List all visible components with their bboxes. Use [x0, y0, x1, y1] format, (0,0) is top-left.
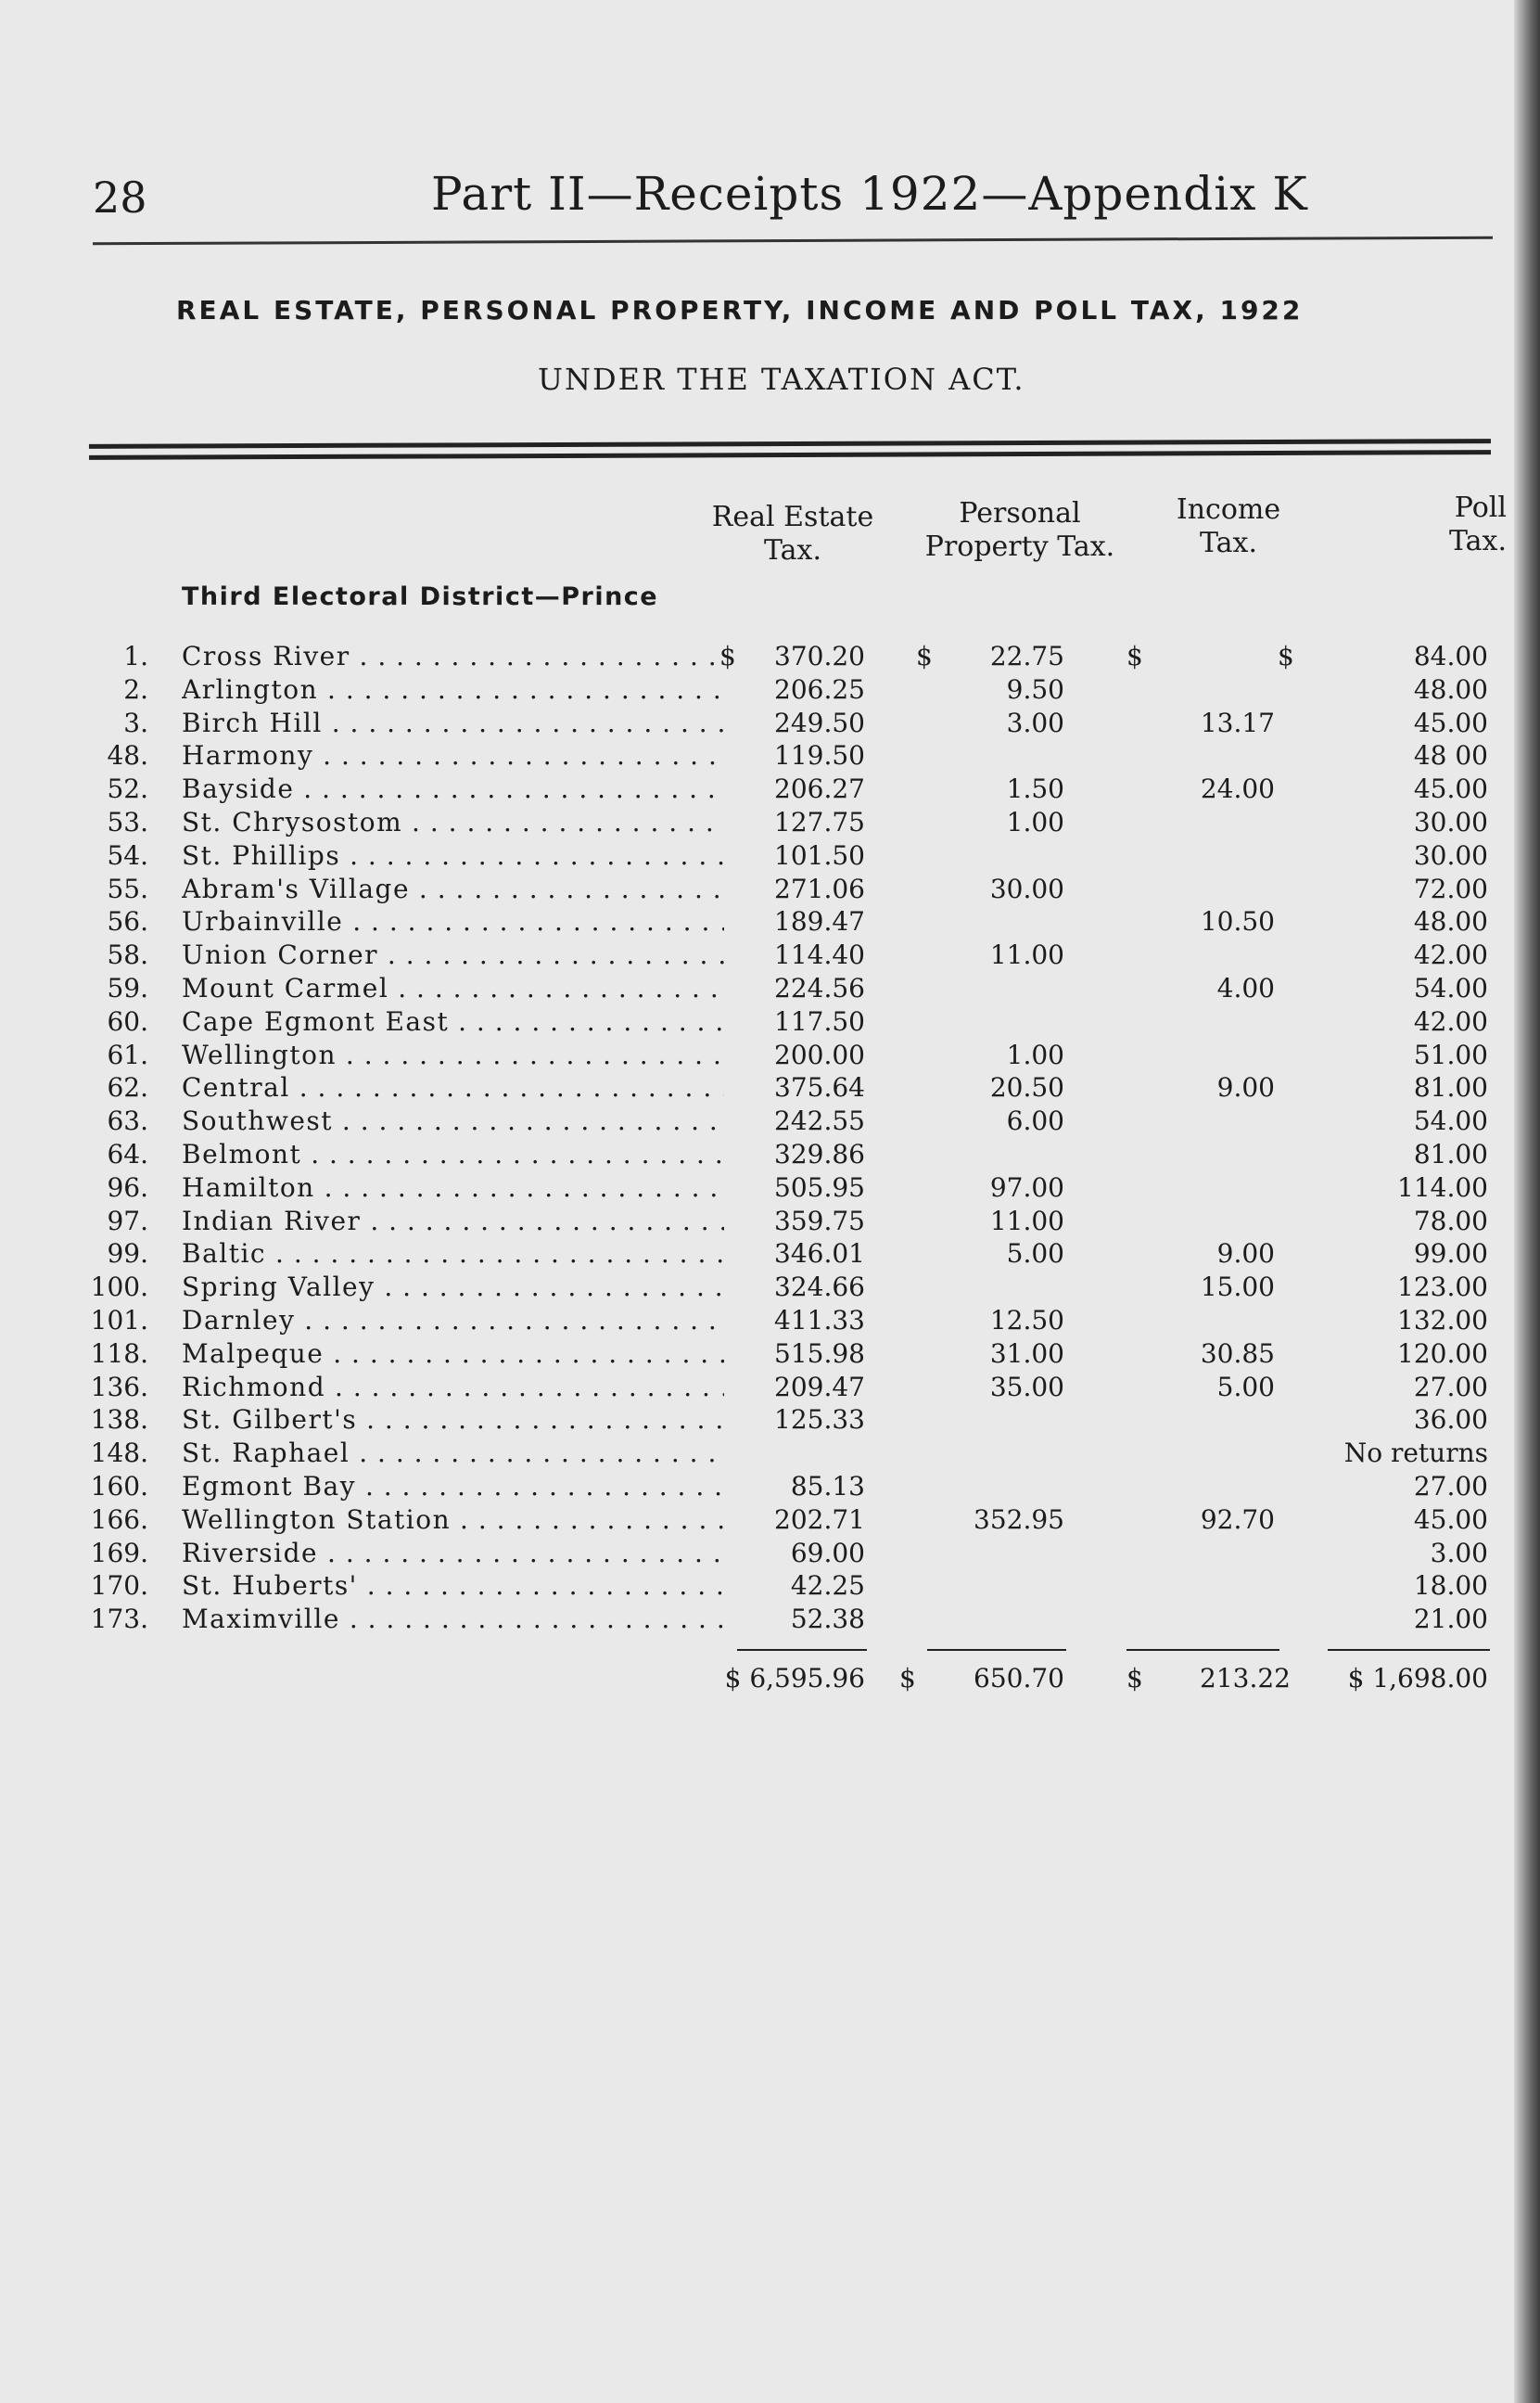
total-income: 213.22: [1200, 1663, 1291, 1694]
poll-tax: 48 00: [1413, 740, 1488, 772]
table-row: [0, 1371, 1540, 1404]
running-head: Part II—Receipts 1922—Appendix K: [431, 167, 1308, 221]
table-row: [0, 1437, 1540, 1470]
row-number: 63.: [107, 1106, 148, 1137]
personal-property-tax: 97.00: [989, 1171, 1064, 1203]
locality-name: Malpeque . . .: [182, 1337, 724, 1371]
row-number: 169.: [90, 1537, 148, 1568]
poll-tax: No returns: [1343, 1438, 1488, 1469]
locality-name: Hamilton . . .: [182, 1171, 724, 1205]
row-number: 54.: [107, 839, 148, 871]
locality-name: Cross River . . .: [182, 640, 724, 673]
real-estate-tax: 242.55: [774, 1106, 865, 1137]
poll-tax: 48.00: [1413, 906, 1488, 938]
row-number: 3.: [123, 707, 148, 738]
poll-tax: 27.00: [1413, 1371, 1488, 1402]
income-tax: 15.00: [1200, 1272, 1275, 1303]
poll-tax: 21.00: [1413, 1604, 1488, 1635]
poll-tax: 48.00: [1413, 673, 1488, 705]
poll-tax: 120.00: [1397, 1337, 1488, 1369]
district-heading: Third Electoral District—Prince: [182, 582, 659, 611]
locality-name: St. Phillips . . .: [182, 839, 724, 873]
row-number: 64.: [107, 1139, 148, 1170]
row-number: 62.: [107, 1072, 148, 1104]
table-row: [0, 1039, 1540, 1072]
row-number: 56.: [107, 906, 148, 938]
row-number: 97.: [107, 1205, 148, 1236]
real-estate-tax: 52.38: [790, 1604, 865, 1635]
real-estate-tax: 206.27: [774, 773, 865, 805]
real-estate-tax: 202.71: [774, 1503, 865, 1535]
total-personal-dollar: $: [899, 1663, 916, 1694]
locality-name: Darnley . . .: [182, 1304, 724, 1337]
poll-tax: 54.00: [1413, 973, 1488, 1003]
income-tax: 5.00: [1216, 1371, 1275, 1402]
personal-property-tax: 352.95: [974, 1503, 1064, 1535]
real-estate-dollar-sign: $: [719, 641, 736, 671]
total-personal: 650.70: [974, 1663, 1064, 1694]
poll-tax: 42.00: [1413, 1005, 1488, 1037]
table-row: [0, 1470, 1540, 1503]
table-row: [0, 739, 1540, 773]
locality-name: Urbainville . . .: [182, 905, 724, 939]
real-estate-tax: 42.25: [790, 1570, 865, 1602]
col-head-real-estate: Real Estate Tax.: [711, 501, 874, 567]
income-tax: 4.00: [1216, 973, 1275, 1003]
row-number: 170.: [90, 1570, 148, 1602]
real-estate-tax: 346.01: [774, 1238, 865, 1270]
personal-property-tax: 6.00: [1006, 1106, 1064, 1137]
table-row: [0, 1537, 1540, 1570]
row-number: 173.: [90, 1604, 148, 1635]
total-rule-poll: [1328, 1649, 1490, 1651]
row-number: 61.: [107, 1039, 148, 1070]
table-row: [0, 1237, 1540, 1271]
locality-name: Egmont Bay . . .: [182, 1470, 724, 1503]
table-row: [0, 673, 1540, 707]
table-row: [0, 806, 1540, 839]
locality-name: St. Chrysostom . . .: [182, 806, 724, 839]
poll-tax: 81.00: [1413, 1072, 1488, 1104]
double-rule: [89, 439, 1491, 460]
poll-dollar-sign: $: [1278, 641, 1294, 671]
poll-tax: 30.00: [1413, 839, 1488, 871]
row-number: 138.: [90, 1404, 148, 1436]
row-number: 96.: [107, 1171, 148, 1203]
table-row: [0, 1569, 1540, 1603]
poll-tax: 123.00: [1397, 1272, 1488, 1303]
row-number: 58.: [107, 939, 148, 971]
table-title: REAL ESTATE, PERSONAL PROPERTY, INCOME AND POLL TAX, 1922: [176, 295, 1304, 326]
locality-name: St. Gilbert's . . .: [182, 1403, 724, 1437]
poll-tax: 72.00: [1413, 873, 1488, 904]
table-row: [0, 839, 1540, 873]
poll-tax: 84.00: [1413, 641, 1488, 671]
real-estate-tax: 85.13: [790, 1471, 865, 1502]
table-row: [0, 939, 1540, 972]
locality-name: Maximville . . .: [182, 1603, 724, 1636]
row-number: 52.: [107, 773, 148, 805]
locality-name: Central . . .: [182, 1071, 724, 1105]
row-number: 55.: [107, 873, 148, 904]
poll-tax: 27.00: [1413, 1471, 1488, 1502]
row-number: 160.: [90, 1471, 148, 1502]
locality-name: Southwest . . .: [182, 1105, 724, 1138]
real-estate-tax: 200.00: [774, 1039, 865, 1070]
real-estate-tax: 69.00: [790, 1537, 865, 1568]
real-estate-tax: 359.75: [774, 1205, 865, 1236]
locality-name: Mount Carmel . . .: [182, 972, 724, 1005]
poll-tax: 30.00: [1413, 807, 1488, 837]
personal-property-tax: 22.75: [989, 641, 1064, 671]
real-estate-tax: 375.64: [774, 1072, 865, 1104]
row-number: 166.: [90, 1503, 148, 1535]
header-rule: [93, 236, 1493, 246]
poll-tax: 81.00: [1413, 1139, 1488, 1170]
real-estate-tax: 329.86: [774, 1139, 865, 1170]
row-number: 101.: [90, 1305, 148, 1336]
real-estate-tax: 209.47: [774, 1371, 865, 1402]
table-row: [0, 1337, 1540, 1371]
real-estate-tax: 119.50: [774, 740, 865, 772]
real-estate-tax: 189.47: [774, 906, 865, 938]
locality-name: Baltic . . .: [182, 1237, 724, 1271]
income-tax: 30.85: [1200, 1337, 1275, 1369]
real-estate-tax: 324.66: [774, 1272, 865, 1303]
table-row: [0, 1205, 1540, 1238]
row-number: 60.: [107, 1005, 148, 1037]
locality-name: Wellington . . .: [182, 1039, 724, 1072]
locality-name: St. Huberts' . . .: [182, 1569, 724, 1603]
total-rule-real: [737, 1649, 867, 1651]
table-row: [0, 1503, 1540, 1537]
row-number: 53.: [107, 807, 148, 837]
real-estate-tax: 271.06: [774, 873, 865, 904]
table-row: [0, 905, 1540, 939]
personal-property-tax: 5.00: [1006, 1238, 1064, 1270]
table-row: [0, 1005, 1540, 1039]
table-row: [0, 873, 1540, 906]
table-subtitle: UNDER THE TAXATION ACT.: [538, 362, 1025, 397]
personal-property-tax: 1.00: [1006, 1039, 1064, 1070]
poll-tax: 114.00: [1397, 1171, 1488, 1203]
total-poll: $ 1,698.00: [1347, 1663, 1488, 1694]
col-head-personal-property: Personal Property Tax.: [924, 497, 1115, 563]
row-number: 1.: [123, 641, 148, 671]
poll-tax: 3.00: [1430, 1537, 1488, 1568]
table-row: [0, 972, 1540, 1005]
poll-tax: 99.00: [1413, 1238, 1488, 1270]
poll-tax: 78.00: [1413, 1205, 1488, 1236]
poll-tax: 54.00: [1413, 1106, 1488, 1137]
poll-tax: 45.00: [1413, 1503, 1488, 1535]
real-estate-tax: 206.25: [774, 673, 865, 705]
row-number: 48.: [107, 740, 148, 772]
real-estate-tax: 224.56: [774, 973, 865, 1003]
real-estate-tax: 249.50: [774, 707, 865, 738]
locality-name: Cape Egmont East . . .: [182, 1005, 724, 1039]
poll-tax: 42.00: [1413, 939, 1488, 971]
personal-dollar-sign: $: [916, 641, 933, 671]
real-estate-tax: 127.75: [774, 807, 865, 837]
poll-tax: 45.00: [1413, 773, 1488, 805]
income-tax: 24.00: [1200, 773, 1275, 805]
real-estate-tax: 117.50: [774, 1005, 865, 1037]
total-income-dollar: $: [1126, 1663, 1143, 1694]
personal-property-tax: 12.50: [989, 1305, 1064, 1336]
row-number: 59.: [107, 973, 148, 1003]
row-number: 100.: [90, 1272, 148, 1303]
personal-property-tax: 1.00: [1006, 807, 1064, 837]
personal-property-tax: 35.00: [989, 1371, 1064, 1402]
locality-name: Richmond . . .: [182, 1371, 724, 1404]
locality-name: Belmont . . .: [182, 1138, 724, 1171]
table-row: [0, 1603, 1540, 1636]
table-row: [0, 1071, 1540, 1105]
table-row: [0, 1403, 1540, 1437]
personal-property-tax: 3.00: [1006, 707, 1064, 738]
poll-tax: 18.00: [1413, 1570, 1488, 1602]
income-dollar-sign: $: [1126, 641, 1143, 671]
personal-property-tax: 11.00: [989, 1205, 1064, 1236]
real-estate-tax: 114.40: [774, 939, 865, 971]
poll-tax: 132.00: [1397, 1305, 1488, 1336]
income-tax: 92.70: [1200, 1503, 1275, 1535]
personal-property-tax: 30.00: [989, 873, 1064, 904]
income-tax: 9.00: [1216, 1072, 1275, 1104]
real-estate-tax: 125.33: [774, 1404, 865, 1436]
table-row: [0, 1105, 1540, 1138]
row-number: 148.: [90, 1438, 148, 1469]
personal-property-tax: 1.50: [1006, 773, 1064, 805]
table-row: [0, 1171, 1540, 1205]
real-estate-tax: 505.95: [774, 1171, 865, 1203]
locality-name: Harmony . . .: [182, 739, 724, 773]
table-row: [0, 707, 1540, 740]
locality-name: Bayside . . .: [182, 773, 724, 806]
row-number: 99.: [107, 1238, 148, 1270]
col-head-poll: Poll Tax.: [1448, 492, 1507, 557]
locality-name: Union Corner . . .: [182, 939, 724, 972]
real-estate-tax: 370.20: [774, 641, 865, 671]
locality-name: Wellington Station . . .: [182, 1503, 724, 1537]
totals-row: [0, 1662, 1540, 1695]
total-real-estate: $ 6,595.96: [724, 1663, 865, 1694]
page-number: 28: [93, 173, 147, 223]
col-head-income: Income Tax.: [1176, 493, 1281, 559]
row-number: 136.: [90, 1371, 148, 1402]
table-row: [0, 1138, 1540, 1171]
real-estate-tax: 411.33: [774, 1305, 865, 1336]
personal-property-tax: 9.50: [1006, 673, 1064, 705]
locality-name: Riverside . . .: [182, 1537, 724, 1570]
locality-name: Indian River . . .: [182, 1205, 724, 1238]
locality-name: St. Raphael . . .: [182, 1437, 724, 1470]
row-number: 118.: [90, 1337, 148, 1369]
locality-name: Abram's Village . . .: [182, 873, 724, 906]
personal-property-tax: 31.00: [989, 1337, 1064, 1369]
poll-tax: 51.00: [1413, 1039, 1488, 1070]
table-row: [0, 1271, 1540, 1304]
income-tax: 13.17: [1200, 707, 1275, 738]
poll-tax: 36.00: [1413, 1404, 1488, 1436]
personal-property-tax: 20.50: [989, 1072, 1064, 1104]
table-row: [0, 640, 1540, 673]
locality-name: Birch Hill . . .: [182, 707, 724, 740]
row-number: 2.: [123, 673, 148, 705]
real-estate-tax: 101.50: [774, 839, 865, 871]
poll-tax: 45.00: [1413, 707, 1488, 738]
locality-name: Arlington . . .: [182, 673, 724, 707]
personal-property-tax: 11.00: [989, 939, 1064, 971]
income-tax: 9.00: [1216, 1238, 1275, 1270]
locality-name: Spring Valley . . .: [182, 1271, 724, 1304]
table-row: [0, 1304, 1540, 1337]
total-rule-personal: [927, 1649, 1066, 1651]
total-rule-income: [1126, 1649, 1279, 1651]
table-row: [0, 773, 1540, 806]
income-tax: 10.50: [1200, 906, 1275, 938]
real-estate-tax: 515.98: [774, 1337, 865, 1369]
